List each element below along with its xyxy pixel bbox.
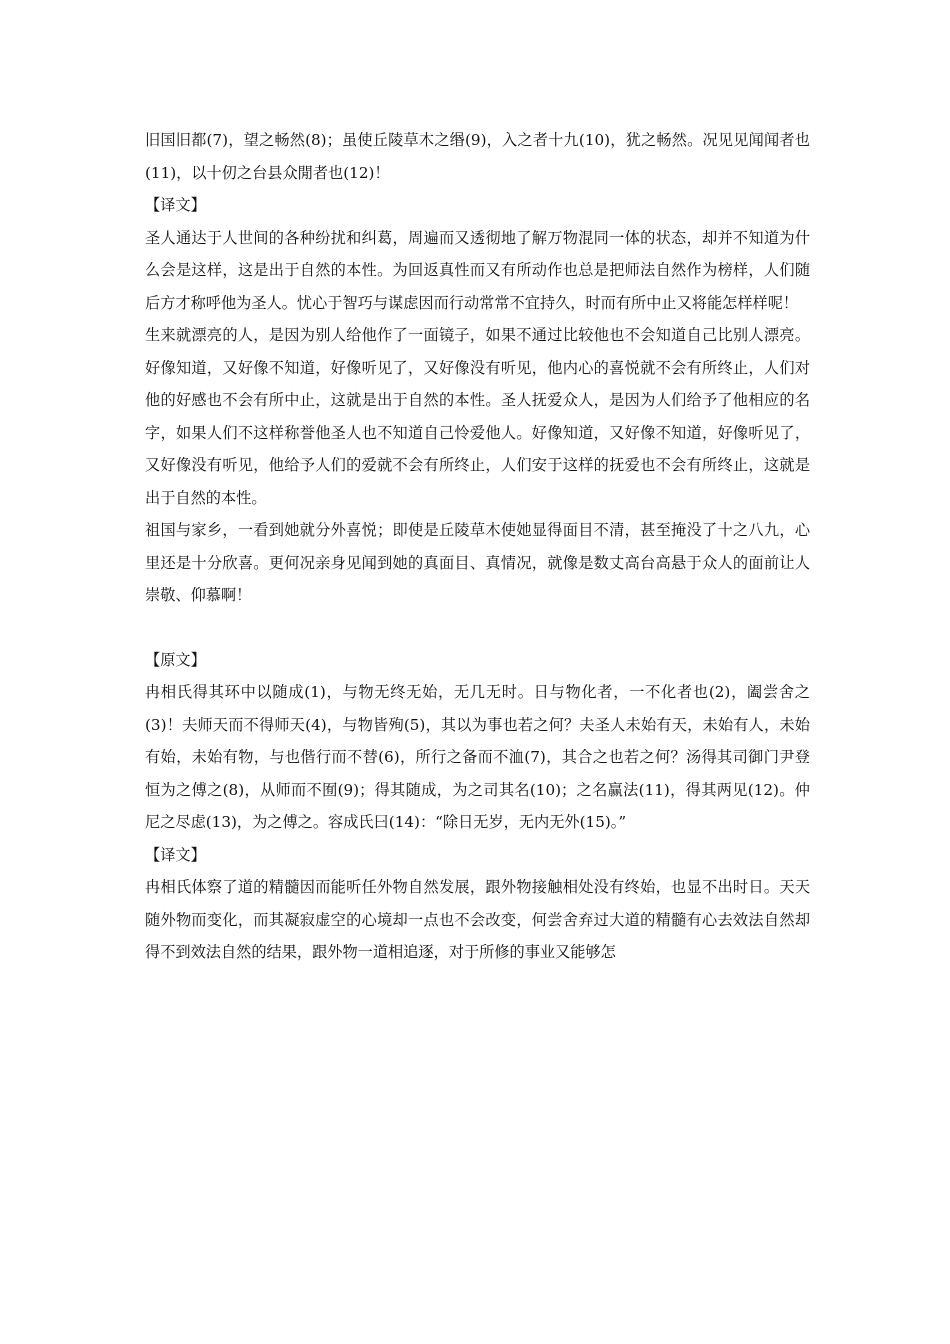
original-text-continuation: 旧国旧都(7)，望之畅然(8)；虽使丘陵草木之缗(9)，入之者十九(10)，犹之畅然。况见见闻闻者也(11)，以十仞之台县众閒者也(12)！ (145, 131, 810, 182)
translation-paragraph: 冉相氏体察了道的精髓因而能听任外物自然发展，跟外物接触相处没有终始，也显不出时日。天天随外物而变化，而其凝寂虚空的心境却一点也不会改变，何尝舍弃过大道的精髓有心去效法自然却得不到效法自然的结果，跟外物一道相追逐，对于所修的事业又能够怎 (145, 878, 810, 961)
translation-heading: 【译文】 (145, 845, 206, 864)
translation-paragraph: 祖国与家乡，一看到她就分外喜悦；即使是丘陵草木使她显得面目不清，甚至掩没了十之八九，心里还是十分欣喜。更何况亲身见闻到她的真面目、真情况，就像是数丈高台高悬于众人的面前让人崇敬、仰慕啊！ (145, 521, 810, 604)
original-text: 冉相氏得其环中以随成(1)，与物无终无始，无几无时。日与物化者，一不化者也(2)，阖尝舍之(3)！夫师天而不得师天(4)，与物皆殉(5)，其以为事也若之何？夫圣人未始有天，未始有人，未始有始，未始有物，与也偕行而不替(6)，所行之备而不洫(7)，其合之也若之何？汤得其司御门尹登恒为之傅之(8)，从师而不囿(9)；得其随成，为之司其名(10)；之名赢法(11)，得其两见(12)。仲尼之尽虑(13)，为之傅之。容成氏曰(14)：“除日无岁，无内无外(15)。” (145, 683, 810, 831)
translation-heading: 【译文】 (145, 196, 206, 214)
translation-paragraph: 圣人通达于人世间的各种纷扰和纠葛，周遍而又透彻地了解万物混同一体的状态，却并不知道为什么会是这样，这是出于自然的本性。为回返真性而又有所动作也总是把师法自然作为榜样，人们随后方才称呼他为圣人。忧心于智巧与谋虑因而行动常常不宜持久，时而有所中止又将能怎样样呢！ (145, 228, 810, 312)
translation-paragraph: 生来就漂亮的人，是因为别人给他作了一面镜子，如果不通过比较他也不会知道自己比别人漂亮。好像知道，又好像不知道，好像听见了，又好像没有听见，他内心的喜悦就不会有所终止，人们对他的好感也不会有所中止，这就是出于自然的本性。圣人抚爱众人，是因为人们给予了他相应的名字，如果人们不这样称誉他圣人也不知道自己怜爱他人。好像知道，又好像不知道，好像听见了，又好像没有听见，他给予人们的爱就不会有所终止，人们安于这样的抚爱也不会有所终止，这就是出于自然的本性。 (145, 326, 810, 507)
section-spacer (145, 612, 810, 644)
document-body (145, 124, 810, 969)
original-heading: 【原文】 (145, 650, 206, 669)
